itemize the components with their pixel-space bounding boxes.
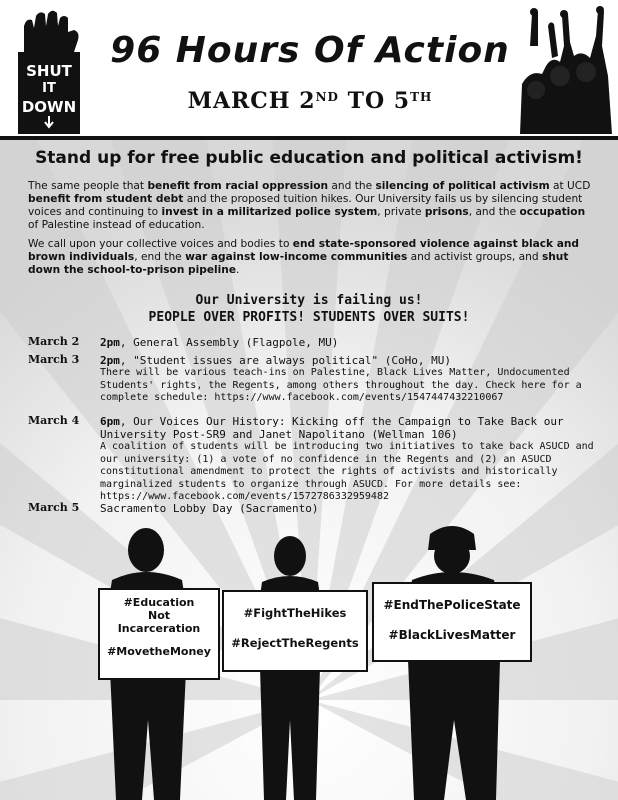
para1-bold-3: benefit from student debt	[28, 193, 184, 205]
schedule-day: March 3	[28, 353, 80, 366]
dates-sup1: ND	[315, 90, 339, 104]
para1-text-5: , private	[377, 206, 425, 218]
schedule-title: , Our Voices Our History: Kicking off the Campaign to Take Back our University Post-SR9 and Janet Napolitano (Wellman 106)	[100, 415, 564, 441]
event-dates	[130, 88, 490, 114]
logo-text-it: IT	[42, 81, 56, 96]
logo-text-down: DOWN	[21, 98, 77, 116]
para1-text-2: and the	[328, 180, 376, 192]
schedule-event	[100, 415, 598, 504]
para2-bold-3: shut down the school-to-prison pipeline	[28, 251, 569, 276]
dates-prefix: MARCH 2	[187, 88, 316, 114]
para2-text-3: and activist groups, and	[407, 251, 542, 263]
paragraph-call-to-action	[28, 238, 594, 277]
slogan-line-1: Our University is failing us!	[195, 293, 423, 308]
para1-bold-2: silencing of political activism	[375, 180, 550, 192]
protester-silhouettes	[0, 520, 618, 800]
flyer-header	[0, 0, 618, 140]
sign-text: #Education	[123, 596, 195, 609]
para2-text-2: , end the	[134, 251, 186, 263]
sign-text: Not	[147, 609, 171, 622]
para2-bold-2: war against low-income communities	[185, 251, 408, 263]
sign-text: #EndThePoliceState	[383, 598, 521, 612]
schedule-title: , "Student issues are always political" (CoHo, MU)	[119, 354, 452, 367]
paragraph-oppression	[28, 180, 594, 232]
schedule-event	[100, 502, 598, 515]
schedule-time: 6pm	[100, 415, 120, 428]
para1-bold-6: occupation	[519, 206, 586, 218]
schedule-title: , General Assembly (Flagpole, MU)	[119, 336, 339, 349]
flyer-content	[0, 140, 618, 800]
dates-sup2: TH	[410, 90, 433, 104]
sign-text: #MovetheMoney	[107, 645, 211, 658]
schedule-time: 2pm	[100, 336, 120, 349]
sign-text: #BlackLivesMatter	[388, 628, 516, 642]
protest-sign-education	[98, 588, 220, 680]
slogan-block	[14, 292, 604, 326]
para1-bold-1: benefit from racial oppression	[147, 180, 329, 192]
schedule-day: March 5	[28, 501, 80, 514]
para2-text-4: .	[236, 264, 240, 276]
protesters-image	[512, 6, 612, 134]
para1-text-3: at UCD	[549, 180, 591, 192]
dates-mid: TO 5	[338, 88, 411, 114]
logo-text-shut: SHUT	[26, 62, 72, 80]
headline: Stand up for free public education and political activism!	[35, 148, 583, 168]
para2-bold-1: end state-sponsored violence against black and brown individuals	[28, 238, 580, 263]
flyer-title: 96 Hours Of Action	[110, 30, 510, 71]
para1-text-7: of Palestine instead of education.	[28, 219, 205, 231]
sign-text: #RejectTheRegents	[231, 636, 359, 650]
para1-text-1: The same people that	[28, 180, 148, 192]
protest-sign-police	[372, 582, 532, 662]
para1-text-6: , and the	[468, 206, 520, 218]
para1-text-4: and the proposed tuition hikes. Our University fails us by silencing student voices and continuing to	[28, 193, 583, 218]
sign-text: Incarceration	[117, 622, 201, 635]
para2-text-1: We call upon your collective voices and bodies to	[28, 238, 293, 250]
para1-bold-5: prisons	[424, 206, 469, 218]
sign-text: #FightTheHikes	[243, 606, 347, 620]
schedule-title: Sacramento Lobby Day (Sacramento)	[100, 502, 319, 515]
schedule-event	[100, 336, 598, 349]
schedule-detail: There will be various teach-ins on Palestine, Black Lives Matter, Undocumented Students' rights, the Regents, among others throughout the day. Check here for a complete schedule: https://www.facebook.com/events/1547447432210067	[100, 367, 582, 404]
schedule-day: March 4	[28, 414, 80, 427]
schedule-time: 2pm	[100, 354, 120, 367]
protest-sign-hikes	[222, 590, 368, 672]
schedule-detail: A coalition of students will be introducing two initiatives to take back ASUCD and our university: (1) a vote of no confidence in the Regents and (2) an ASUCD constitutional amendment to protect the rights of activists and historically marginalized students to organize through ASUCD. For more details see: https://www.facebook.com/events/1572786332959482	[100, 441, 594, 503]
schedule-day: March 2	[28, 335, 80, 348]
para1-bold-4: invest in a militarized police system	[161, 206, 378, 218]
raised-fist-logo	[14, 8, 84, 134]
slogan-line-2: PEOPLE OVER PROFITS! STUDENTS OVER SUITS!	[148, 310, 470, 325]
schedule-event	[100, 354, 598, 405]
